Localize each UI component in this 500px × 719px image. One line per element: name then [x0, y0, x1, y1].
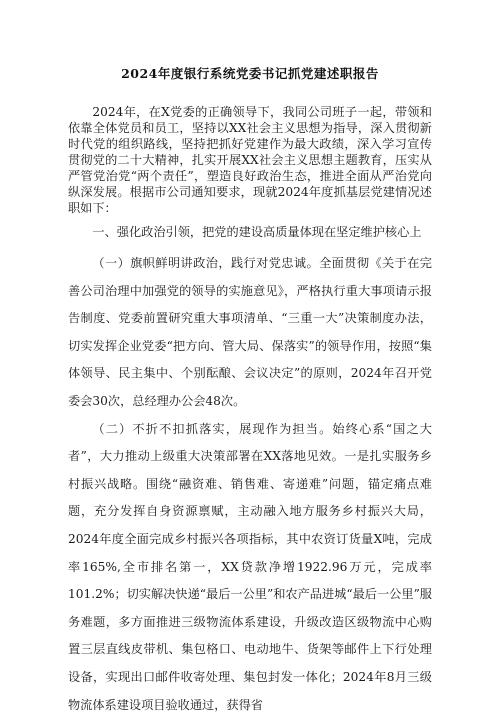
body-paragraph-two: （二）不折不扣抓落实，展现作为担当。始终心系“国之大者”，大力推动上级重大决策部署在XX落地见效。一是扎实服务乡村振兴战略。围绕“融资难、销售难、寄递难”问题，锚定痛点难题，充分发挥自身资源禀赋，主动融入地方服务乡村振兴大局，2024年度全面完成乡村振兴各项指标，其中农资订货量X吨，完成率165%,全市排名第一，XX贷款净增1922.96万元，完成率101.2%；切实解决快递“最后一公里”和农产品进城“最后一公里”服务难题，多方面推进三级物流体系建设，升级改造区级物流中心购置三层直线皮带机、集包格口、电动地牛、货架等邮件上下行处理设备，实现出口邮件收寄处理、集包封发一体化；2024年8月三级物流体系建设项目验收通过，获得省 — [68, 421, 432, 712]
body-paragraph-one: （一）旗帜鲜明讲政治，践行对党忠诚。全面贯彻《关于在完善公司治理中加强党的领导的实施意见》，严格执行重大事项请示报告制度、党委前置研究重大事项清单、“三重一大”决策制度办法，切实发挥企业党委“把方向、管大局、保落实”的领导作用，按照“集体领导、民主集中、个别酝酿、会议决定”的原则，2024年召开党委会30次，总经理办公会48次。 — [68, 256, 432, 408]
page-title: 2024年度银行系统党委书记抓党建述职报告 — [121, 66, 379, 81]
section-heading: 一、强化政治引领，把党的建设高质量体现在坚定维护核心上 — [92, 225, 422, 239]
intro-paragraph: 2024年，在X党委的正确领导下，我同公司班子一起，带领和依靠全体党员和员工，坚持以XX社会主义思想为指导，深入贯彻新时代党的组织路线，坚持把抓好党建作为最大政绩，深入学习宣传贯彻党的二十大精神，扎实开展XX社会主义思想主题教育，压实从严管党治党“两个责任”，塑造良好政治生态，推进全面从严治党向纵深发展。根据市公司通知要求，现就2024年度抓基层党建情况述职如下： — [68, 105, 432, 215]
